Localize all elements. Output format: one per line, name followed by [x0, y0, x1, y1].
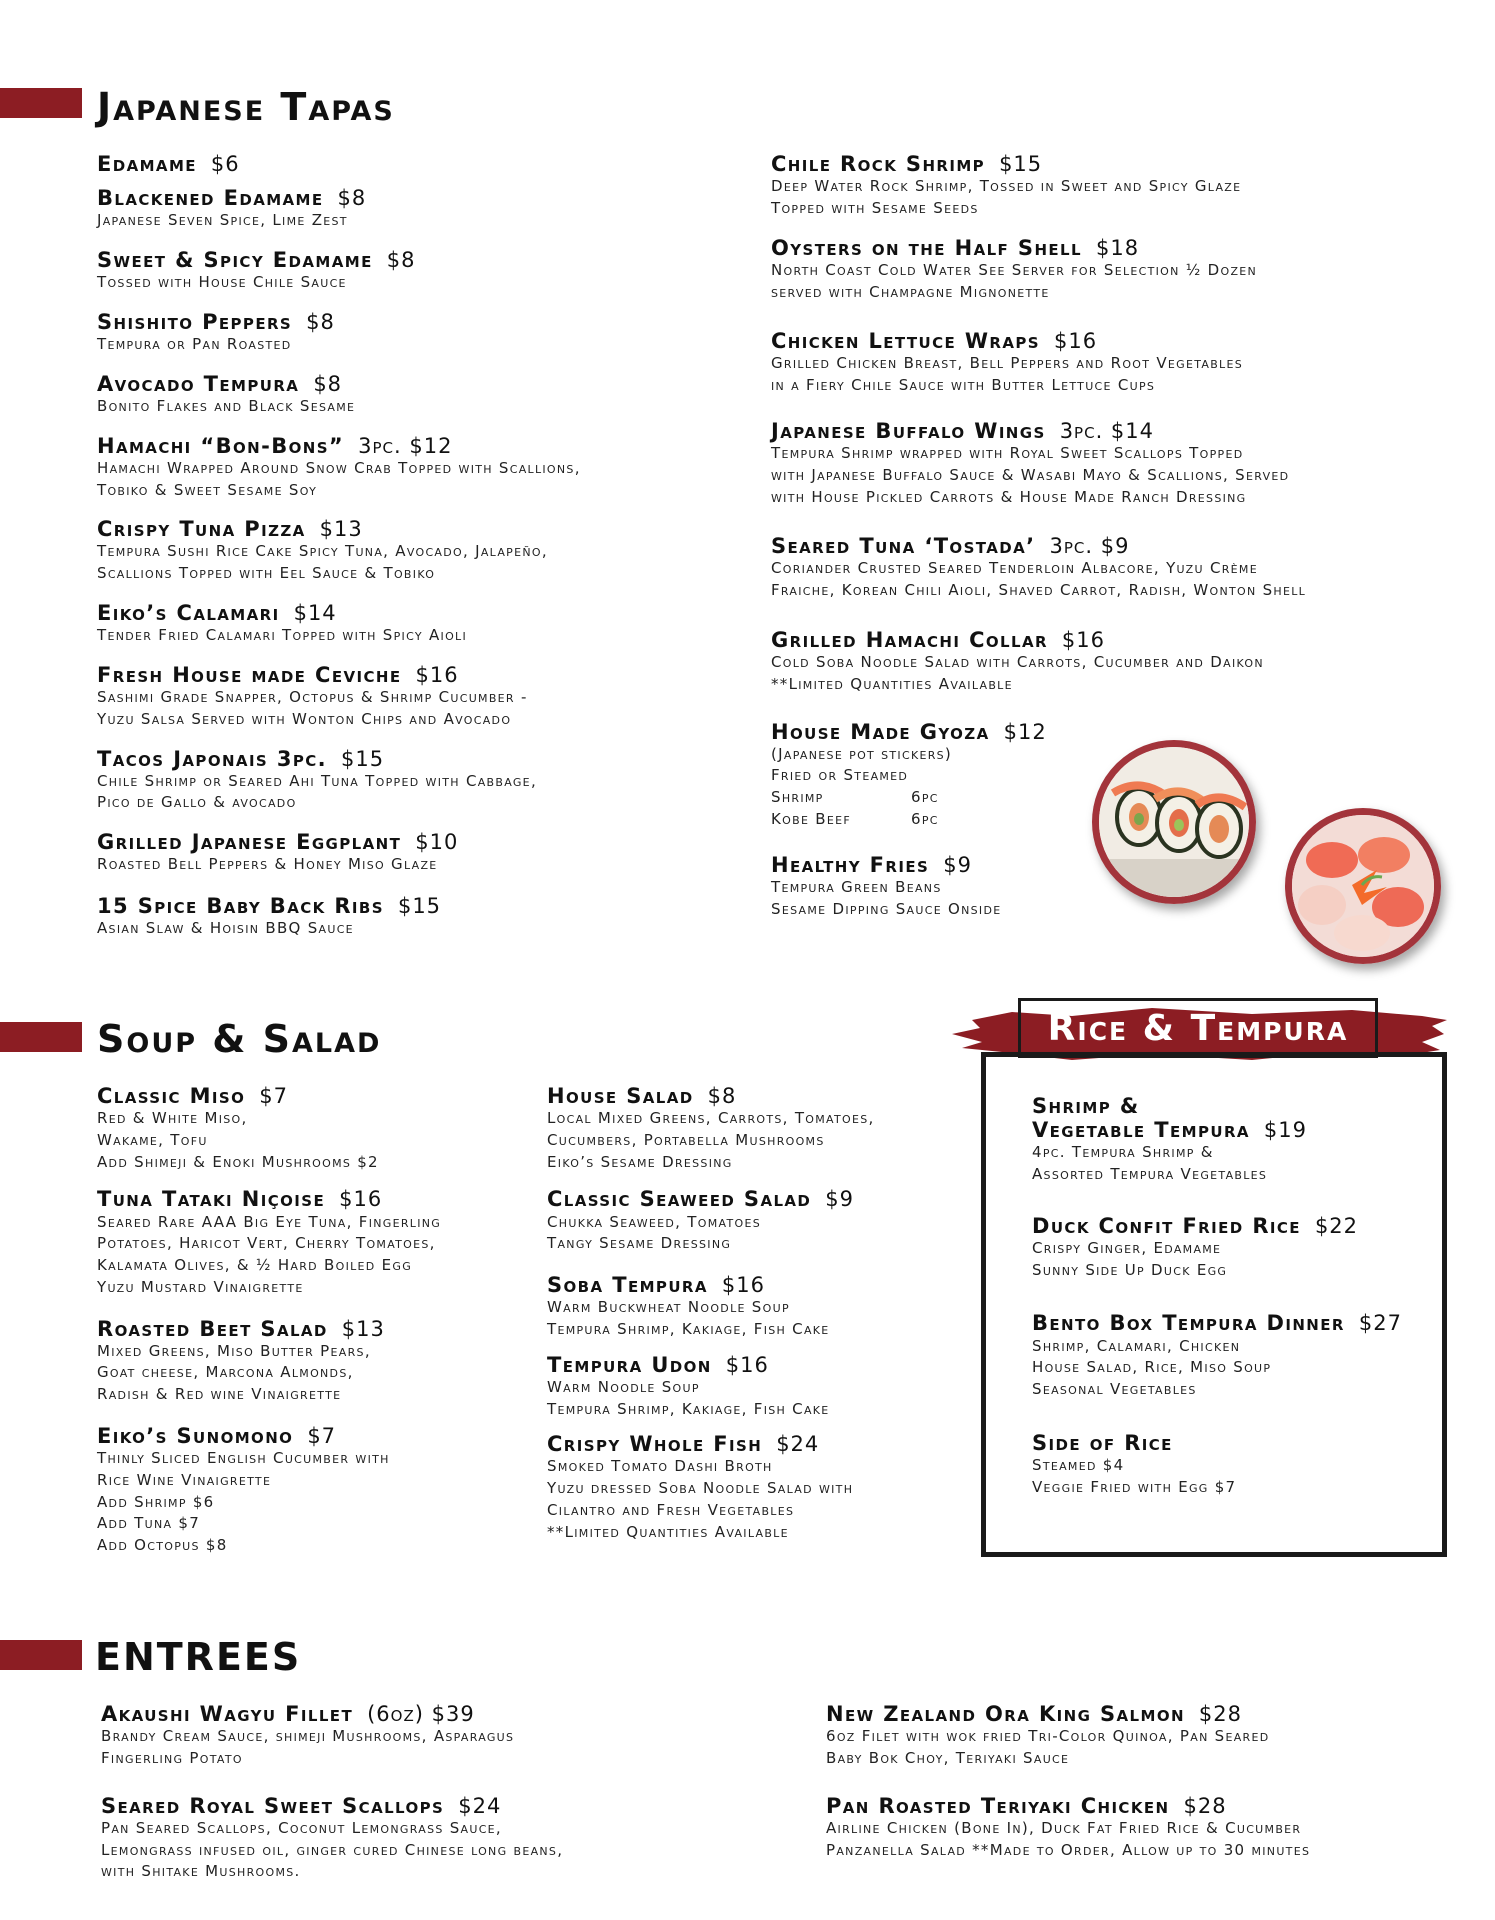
item-description: Tempura Green Beans — [771, 877, 942, 896]
menu-item — [97, 372, 737, 418]
item-description: Add Tuna $7 — [97, 1514, 201, 1533]
item-description: Local Mixed Greens, Carrots, Tomatoes, — [547, 1109, 875, 1128]
menu-item — [771, 329, 1451, 397]
item-name-line — [547, 1187, 967, 1211]
item-description: Sashimi Grade Snapper, Octopus & Shrimp Cucumber - — [97, 688, 528, 707]
item-name: Duck Confit Fried Rice — [1032, 1213, 1301, 1238]
item-description: Veggie Fried with Egg $7 — [1032, 1477, 1237, 1496]
item-description: Chile Shrimp or Seared Ahi Tuna Topped with Cabbage, — [97, 771, 538, 790]
item-name-line — [97, 186, 737, 210]
item-description: Warm Noodle Soup — [547, 1377, 700, 1396]
entrees-left-column — [101, 1702, 741, 1903]
nigiri-platter-photo — [1285, 808, 1441, 964]
item-description: Cold Soba Noodle Salad with Carrots, Cucumber and Daikon — [771, 653, 1264, 672]
item-description: 4pc. Tempura Shrimp & — [1032, 1143, 1214, 1162]
item-name: House Salad — [547, 1084, 694, 1108]
item-name-line — [547, 1353, 967, 1377]
menu-item — [771, 152, 1451, 220]
item-name: Eiko’s Calamari — [97, 600, 280, 625]
menu-item — [97, 747, 737, 815]
item-name: Seared Royal Sweet Scallops — [101, 1793, 445, 1818]
item-name-line — [1032, 1094, 1432, 1118]
menu-item — [97, 186, 737, 232]
item-description: North Coast Cold Water See Server for Selection ½ Dozen — [771, 260, 1258, 279]
item-description: (Japanese pot stickers) — [771, 744, 953, 763]
soup-middle-column — [547, 1084, 967, 1563]
item-name: Eiko’s Sunomono — [97, 1423, 294, 1448]
item-name-line — [101, 1702, 741, 1726]
item-description: Cilantro and Fresh Vegetables — [547, 1500, 795, 1519]
menu-item — [97, 830, 737, 876]
item-description: Tangy Sesame Dressing — [547, 1234, 732, 1253]
item-price: $16 — [725, 1352, 769, 1377]
item-description: Seared Rare AAA Big Eye Tuna, Fingerling — [97, 1212, 442, 1231]
menu-item — [547, 1084, 967, 1173]
item-description: Steamed $4 — [1032, 1455, 1125, 1474]
item-price: (6oz) $39 — [367, 1702, 475, 1726]
item-price: $14 — [293, 600, 337, 625]
item-name: Chile Rock Shrimp — [771, 152, 986, 176]
item-price: $18 — [1095, 235, 1140, 260]
item-price: $19 — [1263, 1118, 1308, 1143]
menu-item — [547, 1187, 967, 1255]
menu-item — [101, 1702, 741, 1770]
item-name: Roasted Beet Salad — [97, 1316, 328, 1341]
item-name-line — [771, 329, 1451, 353]
item-description: 6oz Filet with wok fried Tri-Color Quinoa, Pan Seared — [826, 1727, 1270, 1746]
item-name: 15 Spice Baby Back Ribs — [97, 894, 384, 919]
item-name: New Zealand Ora King Salmon — [826, 1702, 1185, 1726]
item-description: Assorted Tempura Vegetables — [1032, 1165, 1268, 1184]
item-description: Coriander Crusted Seared Tenderloin Albacore, Yuzu Crème — [771, 559, 1258, 578]
item-description: Radish & Red wine Vinaigrette — [97, 1385, 342, 1404]
sushi-roll-photo — [1092, 740, 1256, 904]
item-description: Tender Fried Calamari Topped with Spicy Aioli — [97, 626, 468, 645]
item-price: $9 — [943, 852, 972, 877]
item-description: Smoked Tomato Dashi Broth — [547, 1457, 773, 1476]
item-name: Crispy Tuna Pizza — [97, 517, 306, 542]
item-name-line — [547, 1084, 967, 1108]
item-description: Topped with Sesame Seeds — [771, 198, 979, 217]
item-price: $7 — [307, 1423, 337, 1448]
menu-item — [547, 1353, 967, 1421]
tapas-title: Japanese Tapas — [97, 85, 395, 129]
item-name: Tacos Japonais 3pc. — [97, 746, 328, 771]
item-description: Pan Seared Scallops, Coconut Lemongrass Sauce, — [101, 1818, 502, 1837]
item-description: with Japanese Buffalo Sauce & Wasabi Mayo & Scallions, Served — [771, 465, 1290, 484]
item-name-line — [1032, 1118, 1432, 1142]
section-bar — [0, 88, 82, 118]
item-description: **Limited Quantities Available — [771, 674, 1013, 693]
menu-item — [1032, 1311, 1432, 1400]
item-name-line — [771, 419, 1451, 443]
item-name: Bento Box Tempura Dinner — [1032, 1311, 1345, 1336]
item-description: Crispy Ginger, Edamame — [1032, 1238, 1222, 1257]
item-description: Japanese Seven Spice, Lime Zest — [97, 211, 348, 230]
item-description: House Salad, Rice, Miso Soup — [1032, 1358, 1272, 1377]
item-name-line — [1032, 1311, 1432, 1335]
entrees-right-column — [826, 1702, 1466, 1881]
item-name: Edamame — [97, 152, 197, 176]
item-description: Wakame, Tofu — [97, 1130, 208, 1149]
item-price: $12 — [1003, 719, 1047, 744]
item-name-line — [101, 1794, 741, 1818]
item-name: Tempura Udon — [547, 1352, 712, 1377]
item-name: Healthy Fries — [771, 852, 930, 877]
menu-item — [97, 1187, 537, 1298]
menu-item — [97, 894, 737, 940]
tapas-left-column — [97, 152, 737, 960]
item-price: $16 — [339, 1187, 383, 1212]
item-name-line — [97, 830, 737, 854]
item-description: Sesame Dipping Sauce Onside — [771, 899, 1002, 918]
item-description: Mixed Greens, Miso Butter Pears, — [97, 1341, 371, 1360]
item-description: Tempura Shrimp, Kakiage, Fish Cake — [547, 1319, 830, 1338]
item-name: Sweet & Spicy Edamame — [97, 248, 373, 273]
menu-item — [97, 663, 737, 731]
item-name: Pan Roasted Teriyaki Chicken — [826, 1793, 1170, 1818]
item-description: Potatoes, Haricot Vert, Cherry Tomatoes, — [97, 1234, 436, 1253]
menu-item — [547, 1432, 967, 1543]
item-price: $15 — [999, 152, 1043, 176]
option-count: 6pc — [911, 809, 939, 828]
item-name: Grilled Hamachi Collar — [771, 627, 1048, 652]
item-price: $8 — [313, 371, 343, 396]
item-name: Shrimp & — [1032, 1094, 1140, 1118]
item-name-line — [97, 894, 737, 918]
option-count: 6pc — [911, 788, 939, 807]
item-description: Panzanella Salad **Made to Order, Allow up to 30 minutes — [826, 1840, 1311, 1859]
item-description: Tempura Shrimp, Kakiage, Fish Cake — [547, 1399, 830, 1418]
soup-title: Soup & Salad — [97, 1017, 382, 1061]
menu-item — [771, 236, 1451, 304]
item-description: Chukka Seaweed, Tomatoes — [547, 1212, 761, 1231]
item-description: Fingerling Potato — [101, 1748, 243, 1767]
item-name-line — [771, 720, 1451, 744]
item-name-line — [97, 747, 737, 771]
item-price: $8 — [707, 1084, 737, 1108]
item-name-line — [826, 1702, 1466, 1726]
menu-item — [97, 248, 737, 294]
item-name: Blackened Edamame — [97, 186, 324, 211]
item-description: Grilled Chicken Breast, Bell Peppers and Root Vegetables — [771, 354, 1244, 373]
item-description: Fried or Steamed — [771, 766, 909, 785]
item-description: Yuzu dressed Soba Noodle Salad with — [547, 1479, 854, 1498]
menu-item — [1032, 1431, 1432, 1499]
item-price: $9 — [825, 1187, 855, 1212]
item-name-line — [1032, 1214, 1432, 1238]
item-description: Tobiko & Sweet Sesame Soy — [97, 480, 318, 499]
item-price: $8 — [337, 186, 367, 211]
item-description: Roasted Bell Peppers & Honey Miso Glaze — [97, 855, 438, 874]
item-description: Asian Slaw & Hoisin BBQ Sauce — [97, 919, 354, 938]
item-price: $13 — [319, 517, 363, 542]
menu-item — [97, 1424, 537, 1557]
item-description: Thinly Sliced English Cucumber with — [97, 1449, 390, 1468]
item-price: $16 — [415, 662, 459, 687]
item-name: Side of Rice — [1032, 1430, 1173, 1455]
item-name-line — [1032, 1431, 1432, 1455]
item-name-line — [826, 1794, 1466, 1818]
item-price: $7 — [259, 1084, 288, 1108]
item-price: $28 — [1183, 1793, 1227, 1818]
item-description: Eiko’s Sesame Dressing — [547, 1152, 733, 1171]
item-description: Kalamata Olives, & ½ Hard Boiled Egg — [97, 1256, 413, 1275]
item-description: Add Shrimp $6 — [97, 1492, 215, 1511]
item-name-line — [97, 434, 737, 458]
item-price: $16 — [1061, 627, 1105, 652]
item-name-line — [97, 517, 737, 541]
section-bar — [0, 1640, 82, 1670]
entrees-title: ENTREES — [95, 1635, 302, 1679]
menu-item — [101, 1794, 741, 1883]
item-name-line — [97, 372, 737, 396]
item-name: Grilled Japanese Eggplant — [97, 830, 402, 855]
rice-column — [1032, 1094, 1432, 1518]
item-name-line — [547, 1273, 967, 1297]
item-name-line — [771, 152, 1451, 176]
menu-item — [97, 1317, 537, 1406]
item-description: **Limited Quantities Available — [547, 1522, 789, 1541]
item-name: Crispy Whole Fish — [547, 1432, 763, 1457]
item-price: $27 — [1358, 1311, 1402, 1336]
item-name-line — [97, 1424, 537, 1448]
item-description: Tossed with House Chile Sauce — [97, 273, 347, 292]
item-description: Yuzu Salsa Served with Wonton Chips and Avocado — [97, 709, 512, 728]
item-description: Add Shimeji & Enoki Mushrooms $2 — [97, 1152, 379, 1171]
menu-item — [97, 601, 737, 647]
item-description: Scallions Topped with Eel Sauce & Tobiko — [97, 564, 436, 583]
item-price: $15 — [341, 746, 385, 771]
item-price: 3pc. $12 — [358, 433, 453, 458]
item-price: $22 — [1314, 1213, 1359, 1238]
item-description: Rice Wine Vinaigrette — [97, 1470, 272, 1489]
nigiri-platter-image — [1292, 815, 1434, 957]
option-name: Shrimp — [771, 788, 824, 807]
item-description: Shrimp, Calamari, Chicken — [1032, 1336, 1241, 1355]
item-name: Shishito Peppers — [97, 309, 293, 334]
item-name: Tuna Tataki Niçoise — [97, 1187, 326, 1212]
item-description: Red & White Miso, — [97, 1109, 248, 1128]
item-description: Warm Buckwheat Noodle Soup — [547, 1298, 790, 1317]
item-name: Classic Seaweed Salad — [547, 1187, 812, 1212]
item-name-line — [97, 663, 737, 687]
item-name: Oysters on the Half Shell — [771, 235, 1082, 260]
item-description: Tempura Sushi Rice Cake Spicy Tuna, Avocado, Jalapeño, — [97, 542, 548, 561]
item-description: Add Octopus $8 — [97, 1536, 228, 1555]
item-price: $16 — [721, 1273, 765, 1298]
sushi-roll-image — [1099, 747, 1249, 897]
item-name: Vegetable Tempura — [1032, 1118, 1250, 1143]
item-price: $8 — [386, 248, 416, 273]
option-name: Kobe Beef — [771, 809, 851, 828]
item-name: Fresh House made Ceviche — [97, 662, 402, 687]
item-name: Soba Tempura — [547, 1273, 708, 1298]
menu-item — [771, 534, 1451, 602]
item-name: Akaushi Wagyu Fillet — [101, 1702, 354, 1726]
item-description: Pico de Gallo & avocado — [97, 793, 297, 812]
item-price: $28 — [1198, 1702, 1243, 1726]
item-description: Tempura or Pan Roasted — [97, 335, 292, 354]
item-price: $10 — [415, 830, 459, 855]
item-price: 3pc. $14 — [1059, 418, 1155, 443]
item-price: $16 — [1054, 329, 1098, 354]
item-description: Airline Chicken (Bone In), Duck Fat Fried Rice & Cucumber — [826, 1818, 1302, 1837]
item-name: House Made Gyoza — [771, 719, 990, 744]
item-name-line — [771, 534, 1451, 558]
item-price: $13 — [341, 1316, 385, 1341]
menu-item — [771, 628, 1451, 696]
item-description: with Shitake Mushrooms. — [101, 1862, 301, 1881]
menu-item — [1032, 1094, 1432, 1186]
item-price: $8 — [306, 309, 335, 334]
item-name: Seared Tuna ‘Tostada’ — [771, 534, 1036, 559]
item-name: Japanese Buffalo Wings — [771, 418, 1046, 443]
menu-item — [97, 152, 737, 176]
menu-item — [826, 1794, 1466, 1862]
item-name-line — [97, 310, 737, 334]
menu-item — [826, 1702, 1466, 1770]
item-name-line — [97, 1317, 537, 1341]
item-price: $24 — [776, 1432, 820, 1457]
menu-item — [547, 1273, 967, 1341]
section-bar — [0, 1022, 82, 1052]
menu-item — [771, 419, 1451, 508]
item-name-line — [97, 248, 737, 272]
menu-item — [97, 434, 737, 502]
item-name-line — [771, 236, 1451, 260]
menu-item — [97, 517, 737, 585]
item-description: with House Pickled Carrots & House Made Ranch Dressing — [771, 487, 1247, 506]
item-description: Bonito Flakes and Black Sesame — [97, 396, 356, 415]
item-description: Fraiche, Korean Chili Aioli, Shaved Carrot, Radish, Wonton Shell — [771, 581, 1307, 600]
item-price: $15 — [397, 894, 442, 919]
item-name-line — [547, 1432, 967, 1456]
menu-item — [97, 1084, 537, 1173]
item-name: Classic Miso — [97, 1084, 246, 1108]
item-name-line — [97, 152, 737, 176]
item-price: $6 — [210, 152, 240, 176]
item-description: Baby Bok Choy, Teriyaki Sauce — [826, 1748, 1070, 1767]
item-name: Avocado Tempura — [97, 371, 300, 396]
item-description: Cucumbers, Portabella Mushrooms — [547, 1130, 825, 1149]
rice-title: Rice & Tempura — [1018, 998, 1378, 1058]
item-description: Yuzu Mustard Vinaigrette — [97, 1277, 304, 1296]
item-price: $24 — [458, 1793, 502, 1818]
menu-item — [1032, 1214, 1432, 1282]
item-price: 3pc. $9 — [1049, 534, 1130, 559]
item-name: Chicken Lettuce Wraps — [771, 329, 1040, 354]
menu-item — [97, 310, 737, 356]
item-description: Deep Water Rock Shrimp, Tossed in Sweet and Spicy Glaze — [771, 177, 1242, 196]
item-name: Hamachi “Bon-Bons” — [97, 433, 345, 458]
item-description: Sunny Side Up Duck Egg — [1032, 1260, 1228, 1279]
item-name-line — [771, 628, 1451, 652]
soup-left-column — [97, 1084, 537, 1577]
item-description: Hamachi Wrapped Around Snow Crab Topped with Scallions, — [97, 458, 581, 477]
item-description: Seasonal Vegetables — [1032, 1380, 1197, 1399]
item-description: Tempura Shrimp wrapped with Royal Sweet Scallops Topped — [771, 444, 1244, 463]
item-name-line — [97, 1084, 537, 1108]
item-description: Lemongrass infused oil, ginger cured Chinese long beans, — [101, 1840, 564, 1859]
item-description: in a Fiery Chile Sauce with Butter Lettuce Cups — [771, 376, 1156, 395]
item-name-line — [97, 601, 737, 625]
item-description: Goat cheese, Marcona Almonds, — [97, 1363, 354, 1382]
item-name-line — [97, 1187, 537, 1211]
item-description: served with Champagne Mignonette — [771, 282, 1050, 301]
item-description: Brandy Cream Sauce, shimeji Mushrooms, Asparagus — [101, 1727, 515, 1746]
